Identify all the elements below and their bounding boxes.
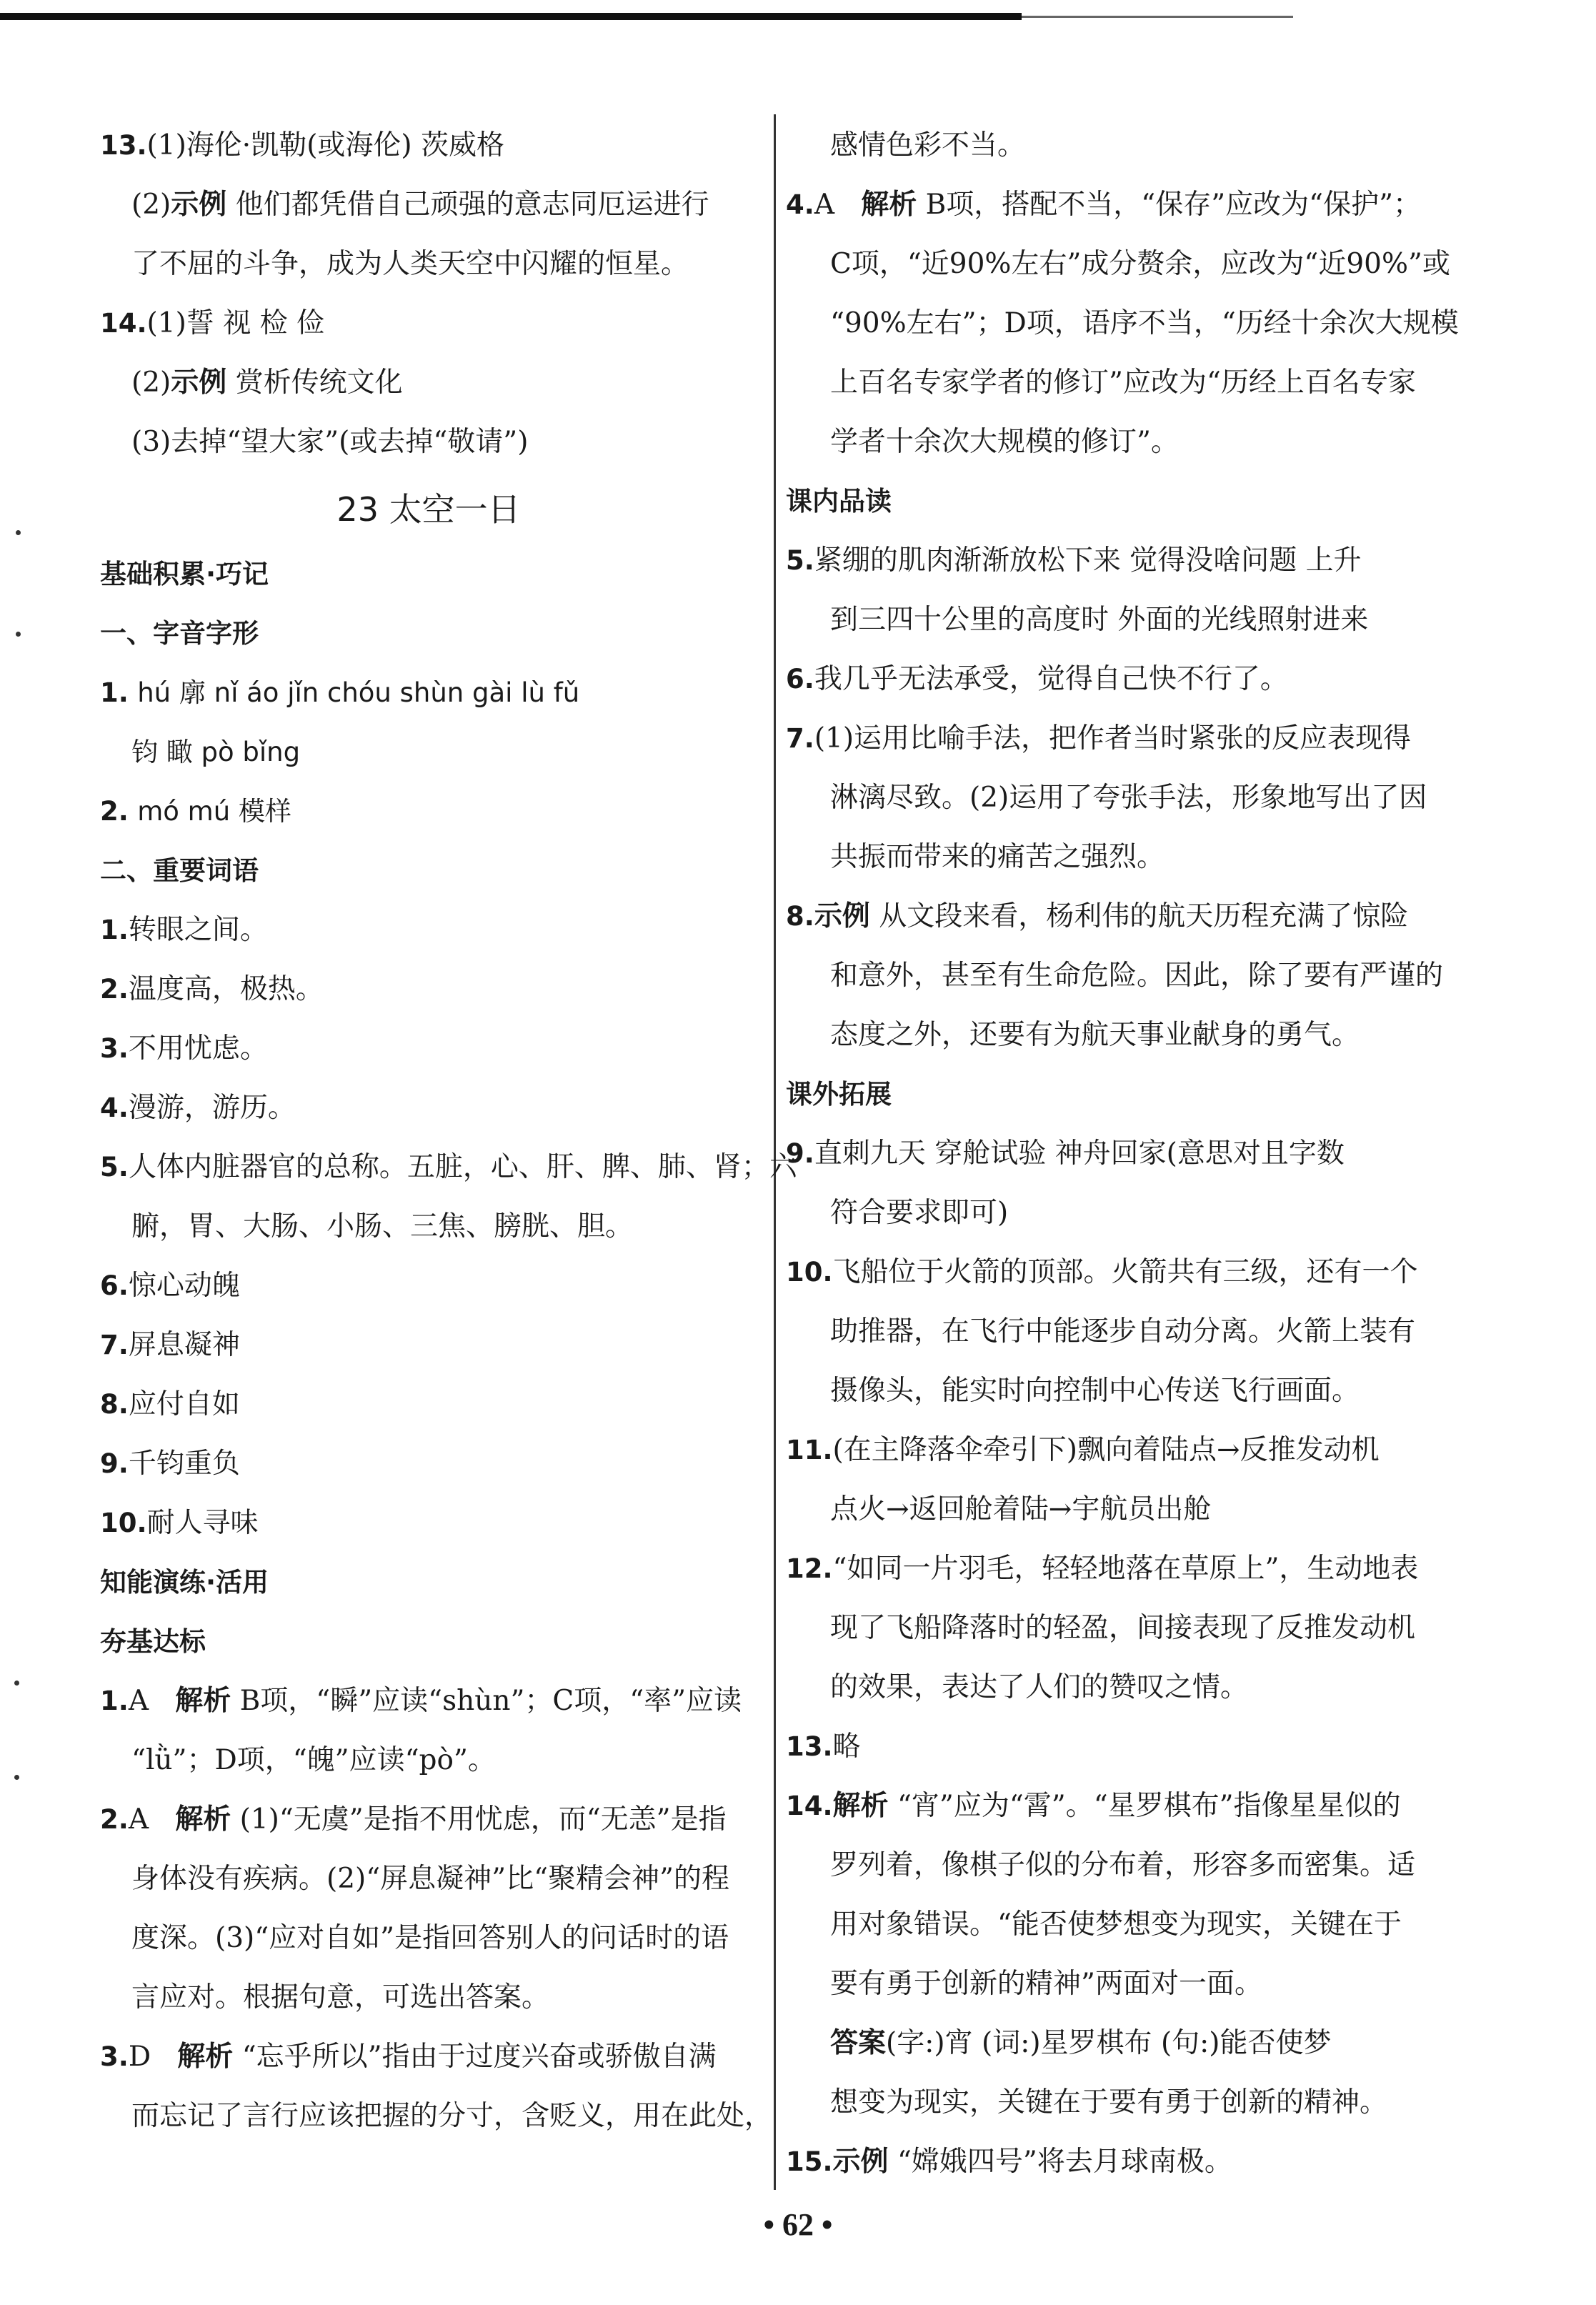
answer-line [786,1717,1443,1776]
item-number: 8. [100,1389,129,1420]
answer-line [786,116,1443,175]
answer-text: 飞船位于火箭的顶部。火箭共有三级，还有一个 [832,1256,1418,1288]
item-number: 9. [786,1138,814,1169]
answer-line [100,2086,773,2146]
sub-number: (2) [131,367,171,399]
answer-line [100,1256,757,1315]
answer-line [100,663,757,722]
answer-line [786,175,1443,234]
item-number: 1. [100,677,129,708]
answer-line [100,234,757,294]
analysis-label: 解析 [177,2041,234,2073]
answer-line [786,531,1443,590]
margin-mark [14,1775,19,1780]
item-number: 2. [100,974,129,1005]
answer-line [100,1315,757,1375]
answer-line [100,175,757,234]
example-label: 示例 [814,900,870,932]
answer-line [786,709,1443,768]
answer-text: 想变为现实，关键在于要有勇于创新的精神。 [830,2086,1388,2119]
answer-line [100,294,757,353]
answer-text: 钧 瞰 pò bǐng [131,737,301,767]
answer-text: (1)誓 视 检 俭 [146,307,324,339]
answer-text: (字:)宵 (词:)星罗棋布 (句:)能否使梦 [886,2027,1332,2059]
answer-line [100,1434,757,1493]
section-heading: 课外拓展 [786,1079,892,1110]
answer-line [786,946,1443,1005]
item-number: 3. [100,1033,129,1064]
answer-line [100,960,757,1019]
answer-text: hú 廓 nǐ áo jǐn chóu shùn gài lù fǔ [137,677,580,708]
answer-line [100,1137,797,1197]
answer-text: B项，“瞬”应读“shùn”；C项，“率”应读 [231,1685,742,1717]
sub-number: (2) [131,189,171,221]
analysis-label: 解析 [175,1685,231,1717]
answer-line [786,768,1443,827]
item-number: 11. [786,1435,833,1465]
answer-text: “90%左右”；D项，语序不当，“历经十余次大规模 [830,307,1459,339]
answer-text: “如同一片羽毛，轻轻地落在草原上”，生动地表 [832,1553,1419,1585]
answer-line [786,412,1443,472]
answer-line [786,827,1443,887]
answer-text: (在主降落伞牵引下)飘向着陆点→反推发动机 [832,1434,1380,1466]
answer-text: 腑，胃、大肠、小肠、三焦、膀胱、胆。 [131,1210,634,1243]
answer-line [100,1375,757,1434]
item-number: 10. [100,1508,147,1538]
answer-text: “忘乎所以”指由于过度兴奋或骄傲自满 [233,2041,717,2073]
answer-line [100,1731,757,1790]
section-heading: 课内品读 [786,486,892,517]
answer-line [786,1598,1443,1658]
answer-text: 略 [832,1731,861,1763]
answer-text: 的效果，表达了人们的赞叹之情。 [830,1671,1249,1703]
answer-line [786,1005,1443,1065]
answer-line [786,294,1459,353]
answer-text: 耐人寻味 [146,1507,259,1539]
answer-line [100,782,757,841]
answer-line [786,1243,1443,1302]
analysis-label: 解析 [861,189,917,221]
answer-line [786,2132,1443,2191]
item-number: 13. [100,130,147,161]
answer-text: 漫游，游历。 [128,1092,296,1124]
item-number: 6. [100,1270,129,1301]
answer-line [786,1302,1443,1361]
answer-text: 了不屈的斗争，成为人类天空中闪耀的恒星。 [131,248,689,280]
answer-text: 温度高，极热。 [128,973,324,1005]
answer-text: 共振而带来的痛苦之强烈。 [830,841,1165,873]
item-number: 5. [100,1152,129,1183]
answer-text: 态度之外，还要有为航天事业献身的勇气。 [830,1019,1360,1051]
answer-text: 我几乎无法承受，觉得自己快不行了。 [814,663,1288,695]
answer-text: 淋漓尽致。(2)运用了夸张手法，形象地写出了因 [830,782,1427,814]
example-label: 示例 [171,189,227,221]
item-number: 2. [100,1804,129,1835]
answer-text: (1)运用比喻手法，把作者当时紧张的反应表现得 [814,722,1412,755]
answer-text: 屏息凝神 [128,1329,240,1361]
answer-line [786,887,1443,946]
answer-text: 千钧重负 [128,1448,240,1480]
choice-answer: A [128,1803,149,1836]
page-number: • 62 • [763,2207,833,2242]
answer-text: 言应对。根据句意，可选出答案。 [131,1981,550,2013]
answer-text: 度深。(3)“应对自如”是指回答别人的问话时的语 [131,1922,729,1954]
answer-line [786,1539,1443,1598]
answer-text: 用对象错误。“能否使梦想变为现实，关键在于 [830,1908,1402,1941]
answer-line [100,116,757,175]
answer-line [786,1124,1443,1183]
answer-text: 学者十余次大规模的修订”。 [830,426,1179,458]
answer-text: 紧绷的肌肉渐渐放松下来 觉得没啥问题 上升 [814,544,1362,577]
left-column [100,116,797,2146]
answer-text: “宵”应为“霄”。“星罗棋布”指像星星似的 [888,1790,1401,1822]
answer-text: 点火→返回舱着陆→宇航员出舱 [830,1493,1212,1525]
margin-mark [16,632,21,637]
answer-line [786,1658,1443,1717]
section-heading: 夯基达标 [100,1626,206,1657]
answer-line [786,590,1443,649]
top-rule-thin [1022,16,1293,18]
item-number: 3. [100,2041,129,2072]
lesson-title: 23 太空一日 [336,490,521,529]
analysis-label: 解析 [175,1803,231,1836]
answer-line [786,2013,1443,2073]
answer-line [100,412,757,472]
answer-line [786,1361,1443,1420]
answer-line [100,1671,757,1731]
answer-line [786,353,1443,412]
answer-text: 而忘记了言行应该把握的分寸，含贬义，用在此处， [131,2100,773,2132]
answer-text: C项，“近90%左右”成分赘余，应改为“近90%”或 [830,248,1450,280]
answer-text: 赏析传统文化 [226,367,403,399]
answer-line [786,1895,1443,1954]
answer-line [786,649,1443,709]
answer-line [100,1908,757,1968]
answer-line [786,234,1450,294]
answer-line [786,1776,1443,1836]
section-heading: 二、重要词语 [100,855,259,886]
margin-mark [16,530,21,535]
answer-line [100,2027,757,2086]
section-heading: 一、字音字形 [100,618,259,649]
answer-line [100,900,757,960]
answer-label: 答案 [830,2027,887,2059]
answer-line [100,1790,757,1849]
item-number: 12. [786,1553,833,1584]
answer-line [786,1836,1443,1895]
item-number: 4. [100,1092,129,1123]
answer-text: 身体没有疾病。(2)“屏息凝神”比“聚精会神”的程 [131,1863,729,1895]
item-number: 5. [786,545,814,576]
answer-text: 罗列着，像棋子似的分布着，形容多而密集。适 [830,1849,1416,1881]
answer-text: 符合要求即可) [830,1197,1009,1229]
answer-line [100,1968,757,2027]
item-number: 8. [786,901,814,932]
answer-text: 上百名专家学者的修订”应改为“历经上百名专家 [830,367,1416,399]
item-number: 10. [786,1257,833,1288]
item-number: 6. [786,664,814,695]
answer-text: (3)去掉“望大家”(或去掉“敬请”) [131,426,529,458]
answer-text: 和意外，甚至有生命危险。因此，除了要有严谨的 [830,960,1444,992]
item-number: 15. [786,2146,833,2177]
example-label: 示例 [171,367,227,399]
answer-text: 要有勇于创新的精神”两面对一面。 [830,1968,1262,2000]
choice-answer: A [814,189,834,221]
answer-text: 助推器，在飞行中能逐步自动分离。火箭上装有 [830,1315,1416,1348]
answer-text: (1)“无虞”是指不用忧虑，而“无恙”是指 [231,1803,727,1836]
item-number: 4. [786,189,814,220]
answer-text: 人体内脏器官的总称。五脏，心、肝、脾、肺、肾；六 [128,1151,797,1183]
right-column [786,116,1459,2191]
item-number: 2. [100,796,129,827]
answer-text: 到三四十公里的高度时 外面的光线照射进来 [830,604,1369,636]
answer-text: 直刺九天 穿舱试验 神舟回家(意思对且字数 [814,1137,1345,1170]
answer-text: (1)海伦·凯勒(或海伦) 茨威格 [146,129,505,161]
analysis-label: 解析 [832,1790,889,1822]
answer-line [786,2073,1443,2132]
item-number: 7. [786,723,814,754]
margin-mark [14,1681,19,1686]
item-number: 1. [100,1686,129,1716]
answer-text: 转眼之间。 [128,914,268,946]
item-number: 13. [786,1731,833,1762]
answer-text: 不用忧虑。 [128,1032,268,1065]
item-number: 9. [100,1448,129,1479]
top-rule [0,13,1022,20]
item-number: 7. [100,1330,129,1360]
answer-line [100,1019,757,1078]
answer-line [100,722,757,782]
answer-text: 从文段来看，杨利伟的航天历程充满了惊险 [869,900,1409,932]
answer-line [786,1420,1443,1480]
example-label: 示例 [832,2146,889,2178]
item-number: 1. [100,915,129,945]
answer-text: 惊心动魄 [128,1270,240,1302]
answer-text: 应付自如 [128,1388,240,1420]
answer-line [786,1183,1443,1243]
answer-text: 他们都凭借自己顽强的意志同厄运进行 [226,189,709,221]
item-number: 14. [100,308,147,339]
choice-answer: D [128,2041,151,2073]
section-heading: 基础积累·巧记 [100,559,269,589]
answer-line [786,1954,1443,2013]
answer-text: “lǜ”；D项，“魄”应读“pò”。 [131,1744,496,1776]
answer-text: 摄像头，能实时向控制中心传送飞行画面。 [830,1375,1360,1407]
answer-line [100,1078,757,1137]
answer-text: mó mú 模样 [137,796,291,827]
answer-text: B项，搭配不当，“保存”应改为“保护”； [917,189,1422,221]
section-heading: 知能演练·活用 [100,1567,269,1598]
answer-text: “嫦娥四号”将去月球南极。 [888,2146,1232,2178]
item-number: 14. [786,1791,833,1821]
answer-line [100,1493,757,1553]
answer-line [786,1480,1443,1539]
answer-text: 感情色彩不当。 [830,129,1026,161]
answer-line [100,353,757,412]
answer-text: 现了飞船降落时的轻盈，间接表现了反推发动机 [830,1612,1416,1644]
answer-line [100,1849,757,1908]
choice-answer: A [128,1685,149,1717]
answer-line [100,1197,757,1256]
